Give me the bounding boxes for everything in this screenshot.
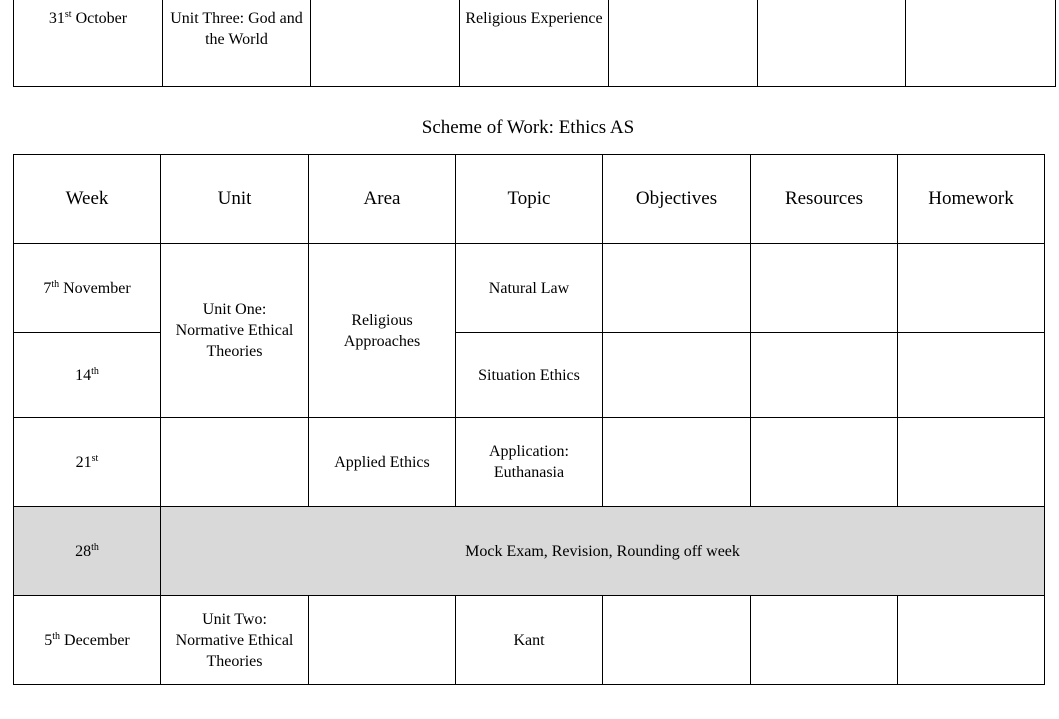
header-week: Week [14,155,161,244]
resources-cell [751,418,898,507]
scheme-of-work-table [13,154,1045,685]
week-cell: 14th [14,333,161,418]
week-cell: 28th [14,507,161,596]
topic-cell: Situation Ethics [456,333,603,418]
table-row [14,0,1056,87]
page-title: Scheme of Work: Ethics AS [421,117,635,138]
header-homework: Homework [898,155,1045,244]
table-row [14,244,1045,333]
objectives-cell [603,418,751,507]
topic-cell: Application: Euthanasia [456,418,603,507]
unit-cell: Unit Two: Normative Ethical Theories [161,596,309,685]
homework-cell [898,333,1045,418]
homework-cell [898,418,1045,507]
topic-cell: Kant [456,596,603,685]
previous-scheme-table [13,0,1056,87]
header-objectives: Objectives [603,155,751,244]
header-row [14,155,1045,244]
area-cell [311,0,460,87]
resources-cell [751,333,898,418]
homework-cell [906,0,1056,87]
objectives-cell [603,244,751,333]
objectives-cell [603,333,751,418]
homework-cell [898,244,1045,333]
topic-cell: Natural Law [456,244,603,333]
area-cell: Applied Ethics [309,418,456,507]
header-resources: Resources [751,155,898,244]
unit-cell [161,418,309,507]
header-area: Area [309,155,456,244]
table-row [14,596,1045,685]
area-cell: Religious Approaches [309,244,456,418]
resources-cell [758,0,906,87]
week-cell: 5th December [14,596,161,685]
resources-cell [751,596,898,685]
topic-cell: Religious Experience [460,0,609,87]
homework-cell [898,596,1045,685]
area-cell [309,596,456,685]
table-row [14,507,1045,596]
unit-cell: Unit Three: God and the World [163,0,311,87]
week-cell: 31st October [14,0,163,87]
unit-cell: Unit One: Normative Ethical Theories [161,244,309,418]
header-unit: Unit [161,155,309,244]
objectives-cell [603,596,751,685]
table-row [14,418,1045,507]
mock-exam-note: Mock Exam, Revision, Rounding off week [161,507,1045,596]
objectives-cell [609,0,758,87]
resources-cell [751,244,898,333]
header-topic: Topic [456,155,603,244]
week-cell: 21st [14,418,161,507]
week-cell: 7th November [14,244,161,333]
